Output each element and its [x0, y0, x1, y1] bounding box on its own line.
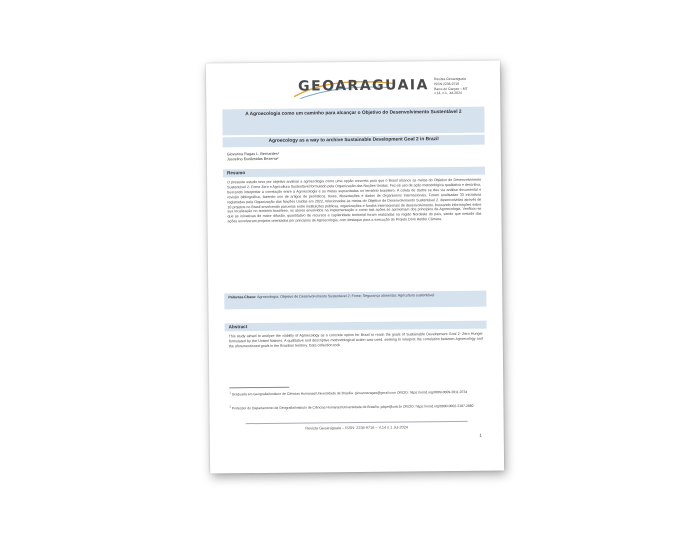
abstract-text: This study aimed to analyze the viability of Agroecology as a concrete option for Brazil to reach the goals of Sustainable Development Goal 2- Zero Hunger formulated by the United Nations. A qualitative and descriptive methodological action was used, seeking to interpret the correlation between Agroecology and the aforementioned goals in the Brazilian territory. Data collection took	[228, 331, 483, 349]
page-footer: Revista Geoaraguaia – ISSN: 2236-9716 – V.14 n.1 Jul-2024	[305, 425, 409, 431]
footnote-2-num: 2	[229, 405, 231, 409]
journal-info	[434, 77, 486, 97]
resumo-heading: Resumo	[223, 167, 485, 178]
abstract-heading: Abstract	[225, 321, 487, 332]
keywords-box	[224, 291, 486, 310]
journal-name: Revista Geoaraguaia	[434, 76, 466, 82]
title-pt: A Agroecologia como um caminho para alcançar o Objetivo do Desenvolvimento Sustentável 2	[245, 109, 462, 118]
keywords-label: Palavras-Chave:	[228, 295, 257, 300]
page-number: 1	[479, 432, 482, 438]
footnote-1-num: 1	[229, 391, 231, 395]
author-2: Juscelino Eudâmidas Bezerra²	[226, 156, 279, 162]
footnote-divider	[229, 387, 289, 389]
journal-volume: v.14, n.1, Jul-2024	[434, 91, 462, 96]
document-page	[206, 60, 504, 473]
title-pt-box	[222, 107, 484, 136]
footnote-1-text: Graduada em Geografia/Instituto de Ciências Humanas/Universidade de Brasília. giovannaragas@gmail.com ORCID: https://orcid.org/0009-0009-2811-0734	[231, 389, 468, 397]
footer-divider	[246, 421, 468, 424]
journal-logo: GEOARAGUAIA	[298, 77, 430, 95]
author-1: Giovanna Ragas L. Bernardes¹	[226, 151, 280, 157]
footnote-2	[229, 403, 483, 411]
title-en-box	[223, 135, 485, 148]
authors	[227, 152, 279, 163]
footnote-2-text: Professor do Departamento de Geografia/Instituto de Ciências Humanas/Universidade de Brasília. jubpe@unb.br ORCID: https://orcid.org/0000-0002-2187-2880	[231, 403, 474, 411]
footnote-1	[229, 389, 483, 397]
keywords	[224, 291, 486, 303]
journal-issn: ISSN:2236-9716	[434, 81, 460, 86]
keywords-text: Agroecologia; Objetivo de Desenvolvimento Sustentável 2; Fome; Segurança alimentar; Agricultura sustentável.	[257, 293, 436, 300]
resumo-text: O presente estudo teve por objetivo analisar a agroecologia como uma opção concreta para que o Brasil alcance as metas do Objetivo de Desenvolvimento Sustentável 2- Fome Zero e Agricultura Sustentável formulado pela Organização das Nações Unidas. Fez-se uso de ação metodológica qualitativa e descritiva, buscando interpretar a correlação entre a Agroecologia e as metas supracitadas no território brasileiro. A coleta de dados se deu via análise documental e revisão bibliográfica, fazendo uso de artigos de periódicos, teses, dissertações e dados de Organismos Internacionais. Foram analisadas 33 iniciativas registradas pela Organização das Nações Unidas em 2022, relacionadas às metas do Objetivo de Desenvolvimento Sustentável 2, desenvolvidas através de 10 projetos no Brasil envolvendo parcerias entre instituições públicas, organizações e fundos internacionais de desenvolvimento, buscando informações sobre sua localização no território brasileiro, os atores envolvidos na implementação e como tais ações se aproximam dos princípios da Agroecologia. Verificou-se que as iniciativas de maior difusão, quantitativo de recursos e capilaridade territorial foram realizadas na região Nordeste do país, sendo que metade das ações envolveram projetos orientados por princípios de Agroecologia, com destaque para a execução do Projeto Dom Helder Câmara.	[227, 177, 482, 224]
journal-location: Barra do Garças – MT	[434, 86, 468, 91]
title-en: Agroecology as a way to archive Sustainable Development Goal 2 in Brazil	[268, 137, 439, 144]
